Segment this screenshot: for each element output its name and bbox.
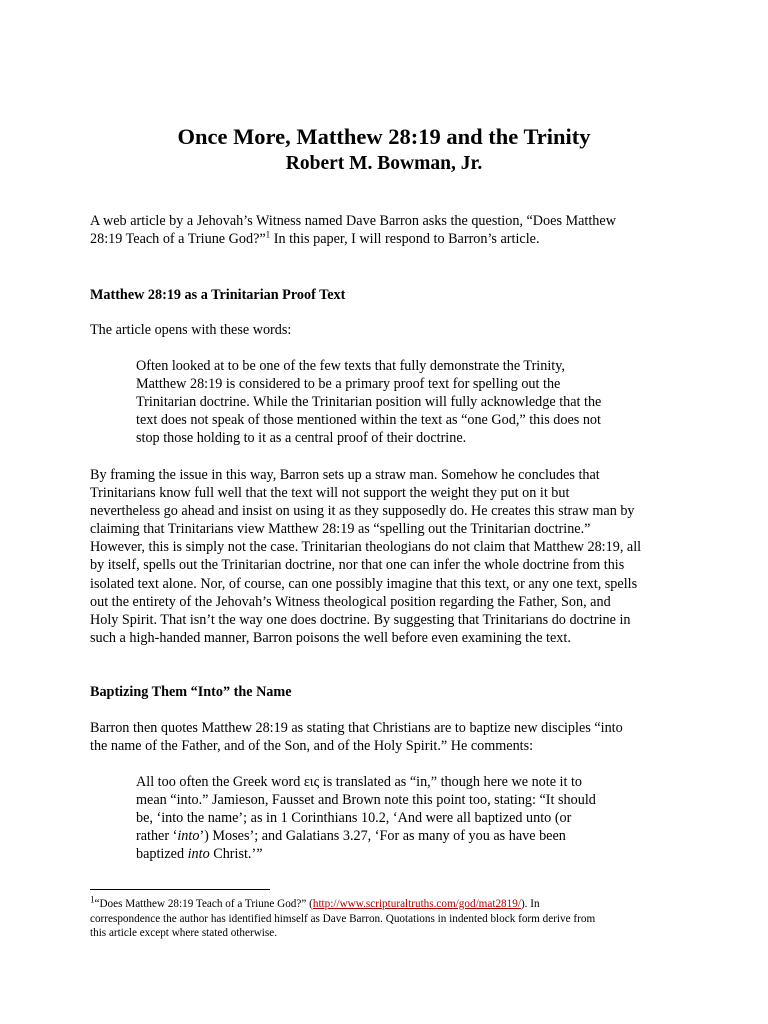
footnote-line-1	[90, 894, 670, 912]
quote2-emphasis: into	[187, 846, 210, 863]
quote2-text: rather ‘	[136, 828, 178, 845]
quote1-line: Trinitarian doctrine. While the Trinitarian position will fully acknowledge that the	[136, 394, 602, 411]
body-line: such a high-handed manner, Barron poisons the well before even examining the text.	[90, 629, 571, 646]
block-quote-2	[136, 773, 646, 863]
quote2-line: mean “into.” Jamieson, Fausset and Brown note this point too, stating: “It should	[136, 792, 596, 809]
footnote-line-3: this article except where stated otherwise.	[90, 927, 278, 940]
footnote-text: ). In	[520, 898, 540, 910]
footnote-line-2: correspondence the author has identified himself as Dave Barron. Quotations in indented block form derive from	[90, 912, 596, 925]
quote2-emphasis: into	[177, 828, 200, 845]
quote2-text: ’) Moses’; and Galatians 3.27, ‘For as many of you as have been	[199, 828, 566, 845]
quote2-text: Christ.’”	[209, 846, 263, 863]
quote1-line: text does not speak of those mentioned within the text as “one God,” this does not	[136, 412, 601, 429]
body-line: Barron then quotes Matthew 28:19 as stating that Christians are to baptize new disciples “into	[90, 720, 623, 736]
body-line: Holy Spirit. That isn’t the way one does doctrine. By suggesting that Trinitarians do doctrine in	[90, 611, 631, 628]
body-line: claiming that Trinitarians view Matthew 28:19 as “spelling out the Trinitarian doctrine.”	[90, 521, 591, 538]
section-heading-proof-text: Matthew 28:19 as a Trinitarian Proof Text	[90, 287, 346, 303]
quote1-line: Often looked at to be one of the few texts that fully demonstrate the Trinity,	[136, 358, 565, 374]
intro-line-2	[90, 230, 680, 248]
document-title: Once More, Matthew 28:19 and the Trinity	[177, 124, 591, 149]
body-line: by itself, spells out the Trinitarian doctrine, nor that one can infer the whole doctrine from this	[90, 557, 625, 574]
quote2-text: baptized	[136, 846, 188, 863]
footnote-marker: 1	[90, 894, 95, 905]
intro-line-2-b: In this paper, I will respond to Barron’s article.	[270, 231, 540, 248]
intro-paragraph	[90, 212, 680, 248]
section1-lead: The article opens with these words:	[90, 322, 292, 338]
author-name: Robert M. Bowman, Jr.	[285, 153, 483, 174]
quote2-line: be, ‘into the name’; as in 1 Corinthians 10.2, ‘And were all baptized unto (or	[136, 810, 572, 827]
quote1-line: stop those holding to it as a central proof of their doctrine.	[136, 430, 467, 447]
section2-paragraph	[90, 719, 680, 755]
quote2-line	[136, 845, 646, 863]
quote2-line: All too often the Greek word εις is translated as “in,” though here we note it to	[136, 774, 583, 790]
body-line: out the entirety of the Jehovah’s Witness theological position regarding the Father, Son, and	[90, 593, 611, 610]
body-line: By framing the issue in this way, Barron sets up a straw man. Somehow he concludes that	[90, 467, 600, 483]
body-line: the name of the Father, and of the Son, and of the Holy Spirit.” He comments:	[90, 738, 534, 755]
quote1-line: Matthew 28:19 is considered to be a primary proof text for spelling out the	[136, 376, 561, 393]
section-heading-baptizing: Baptizing Them “Into” the Name	[90, 684, 292, 700]
straw-man-paragraph	[90, 466, 680, 647]
quote2-line	[136, 827, 646, 845]
body-line: isolated text alone. Nor, of course, can one possibly imagine that this text, or any one text, spells	[90, 575, 638, 592]
footnote-text: “Does Matthew 28:19 Teach of a Triune God?” (	[94, 898, 313, 910]
body-line: Trinitarians know full well that the text will not support the weight they put on it but	[90, 485, 570, 502]
footnote-reference[interactable]: 1	[265, 229, 271, 240]
block-quote-1	[136, 357, 646, 447]
footnote-divider	[90, 889, 270, 890]
intro-line-2-a: 28:19 Teach of a Triune God?”	[90, 231, 266, 248]
footnote-source-link[interactable]: http://www.scripturaltruths.com/god/mat2819/	[312, 898, 521, 910]
body-line: However, this is simply not the case. Trinitarian theologians do not claim that Matthew 28:19, all	[90, 539, 642, 556]
intro-line-1: A web article by a Jehovah’s Witness named Dave Barron asks the question, “Does Matthew	[90, 213, 616, 229]
body-line: nevertheless go ahead and insist on using it as they supposedly do. He creates this straw man by	[90, 503, 635, 520]
footnote	[90, 894, 670, 941]
